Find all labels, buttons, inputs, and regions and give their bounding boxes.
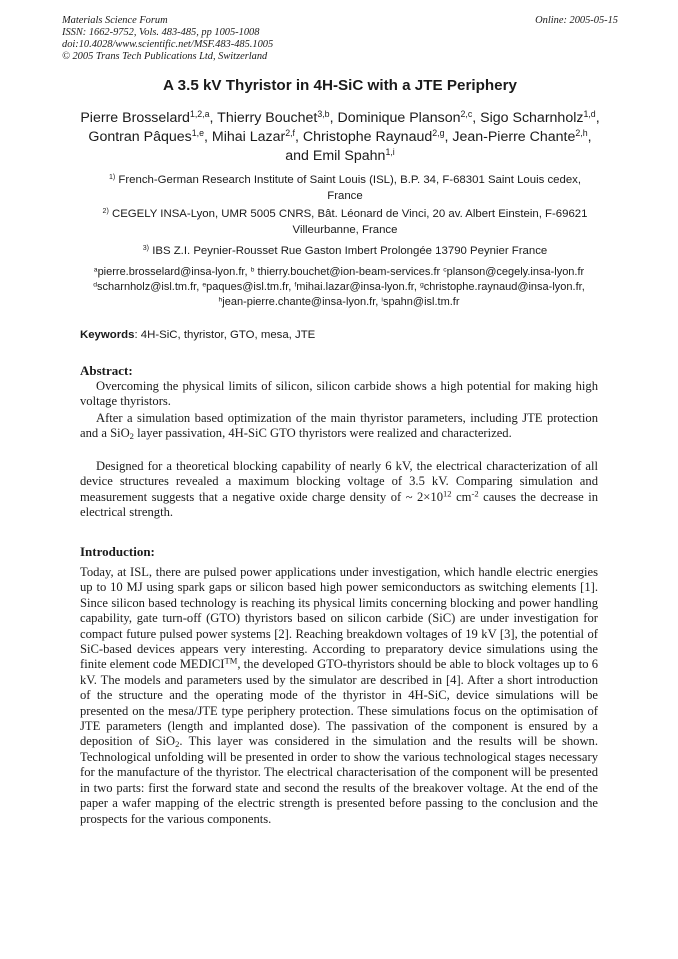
text-run: layer passivation, 4H-SiC GTO thyristors were realized and characterized. bbox=[133, 426, 512, 441]
keywords bbox=[80, 329, 600, 341]
text-run: Today, at ISL, there are pulsed power applications under investigation, which handle electric energies up to 10 MJ using spark gaps or silicon based high power semiconductors as switching elements [1]. Since silicon based technology is reaching its physical limits concerning blocking and power handling capability, gate turn-off (GTO) thyristors based on silicon carbide (SiC) are under investigation for compact future pulsed power systems [2]. Reaching breakdown voltages of 19 kV [3], the potential of SiC-based devices appears very interesting. According to preparatory device simulations using the finite element code MEDICI bbox=[80, 565, 598, 672]
email[interactable]: $^d$scharnholz@isl.tm.fr bbox=[93, 281, 197, 293]
author: Mihai Lazar$^{2,f}$ bbox=[211, 128, 295, 145]
author: Emil Spahn$^{1,i}$ bbox=[312, 147, 395, 164]
supscript: 12 bbox=[443, 488, 452, 499]
copyright-line: © 2005 Trans Tech Publications Ltd, Switzerland bbox=[62, 51, 268, 62]
text-run: , the developed GTO-thyristors should be able to block voltages up to 6 kV. The models and parameters used by the simulator are described in [4]. After a short introduction of the structure and the operating mode of the thyristor in 4H-SiC, device simulations will be presented on the mesa/JTE type periphery protection. These simulations focus on the optimisation of JTE parameters (length and implanted dose). The passivation of the component is ensured by a deposition of SiO bbox=[80, 657, 599, 749]
author: Christophe Raynaud$^{2,g}$ bbox=[302, 128, 445, 145]
email-list: $^a$pierre.brosselard@insa-lyon.fr, $^b$ thierry.bouchet@ion-beam-services.fr $^c$planson@cegely.insa-lyon.fr $^d$scharnholz@isl.tm.fr, $^e$paques@isl.tm.fr, $^f$mihai.lazar@insa-lyon.fr, $^g$christophe.raynaud@insa-lyon.fr, $^h$jean-pierre.chante@insa-lyon.fr, $^i$spahn@isl.tm.fr bbox=[93, 266, 585, 308]
paper-title: A 3.5 kV Thyristor in 4H-SiC with a JTE Periphery bbox=[163, 77, 517, 94]
introduction-heading: Introduction: bbox=[80, 544, 155, 559]
affiliation-3: $^{3)}$ IBS Z.I. Peynier-Rousset Rue Gaston Imbert Prolongée 13790 Peynier France bbox=[142, 245, 548, 257]
journal-header bbox=[62, 15, 618, 63]
supscript: -2 bbox=[471, 488, 479, 499]
text-run: cm bbox=[451, 489, 472, 504]
keywords-text: : 4H-SiC, thyristor, GTO, mesa, JTE bbox=[134, 329, 316, 341]
email[interactable]: $^i$spahn@isl.tm.fr bbox=[381, 296, 460, 308]
subscript: 2 bbox=[129, 431, 134, 442]
author: Gontran Pâques$^{1,e}$ bbox=[88, 128, 204, 145]
online-date: Online: 2005-05-15 bbox=[535, 15, 618, 26]
abstract-paragraph-1: Overcoming the physical limits of silicon, silicon carbide shows a high potential for making high voltage thyristors. bbox=[80, 379, 598, 409]
email[interactable]: $^a$pierre.brosselard@insa-lyon.fr bbox=[93, 266, 245, 278]
author-list: Pierre Brosselard$^{1,2,a}$, Thierry Bouchet$^{3,b}$, Dominique Planson$^{2,c}$, Sigo Scharnholz$^{1,d}$, Gontran Pâques$^{1,e}$, Mihai Lazar$^{2,f}$, Christophe Raynaud$^{2,g}$, Jean-Pierre Chante$^{2,h}$, and Emil Spahn$^{1,i}$ bbox=[80, 109, 600, 164]
affiliation-2: $^{2)}$ CEGELY INSA-Lyon, UMR 5005 CNRS, Bât. Léonard de Vinci, 20 av. Albert Einstein, F-69621 Villeurbanne, France bbox=[102, 208, 588, 236]
email[interactable]: $^h$jean-pierre.chante@insa-lyon.fr bbox=[218, 296, 376, 308]
supscript: TM bbox=[224, 655, 238, 666]
introduction-paragraph bbox=[80, 565, 598, 827]
abstract-heading: Abstract: bbox=[80, 363, 133, 378]
author: Dominique Planson$^{2,c}$ bbox=[337, 109, 473, 126]
journal-name: Materials Science Forum bbox=[62, 15, 168, 26]
text-run: Designed for a theoretical blocking capability of nearly 6 kV, the electrical characterization of all device structures revealed a maximum blocking voltage of 3.5 kV. Comparing simulation and measurement suggests that a negative oxide charge density of ~ 2×10 bbox=[80, 459, 598, 504]
text-run: . This layer was considered in the simulation and the results will be shown. Technological unfolding will be presented in order to show the various technological stages necessary for the manufacture of the thyristor. The electrical characterisation of the component will be presented in two parts: first the forward state and second the results of the breakover voltage. At the end of the paper a wafer mapping of the electric strength is presented before passing to the conclusion and the prospects for the various components. bbox=[80, 734, 598, 826]
email[interactable]: $^e$paques@isl.tm.fr bbox=[202, 281, 289, 293]
issn-line: ISSN: 1662-9752, Vols. 483-485, pp 1005-1008 bbox=[62, 27, 260, 38]
keywords-label: Keywords bbox=[80, 329, 135, 341]
author: Thierry Bouchet$^{3,b}$ bbox=[217, 109, 330, 126]
email[interactable]: $^c$planson@cegely.insa-lyon.fr bbox=[443, 266, 585, 278]
abstract-paragraph-3 bbox=[80, 459, 598, 521]
affiliation-1: $^{1)}$ French-German Research Institute of Saint Louis (ISL), B.P. 34, F-68301 Saint Louis cedex, France bbox=[108, 174, 582, 202]
author: Pierre Brosselard$^{1,2,a}$ bbox=[80, 109, 210, 126]
author: Sigo Scharnholz$^{1,d}$ bbox=[480, 109, 596, 126]
subscript: 2 bbox=[175, 739, 180, 750]
email[interactable]: $^b$ thierry.bouchet@ion-beam-services.fr bbox=[250, 266, 441, 278]
author: Jean-Pierre Chante$^{2,h}$ bbox=[452, 128, 588, 145]
text-run: causes the decrease in electrical strength. bbox=[80, 489, 599, 520]
text-run: After a simulation based optimization of the main thyristor parameters, including JTE protection and a SiO bbox=[80, 411, 598, 441]
doi-line: doi:10.4028/www.scientific.net/MSF.483-485.1005 bbox=[62, 39, 274, 50]
abstract-paragraph-2 bbox=[80, 411, 598, 442]
email[interactable]: $^f$mihai.lazar@insa-lyon.fr bbox=[294, 281, 414, 293]
email[interactable]: $^g$christophe.raynaud@insa-lyon.fr bbox=[419, 281, 582, 293]
